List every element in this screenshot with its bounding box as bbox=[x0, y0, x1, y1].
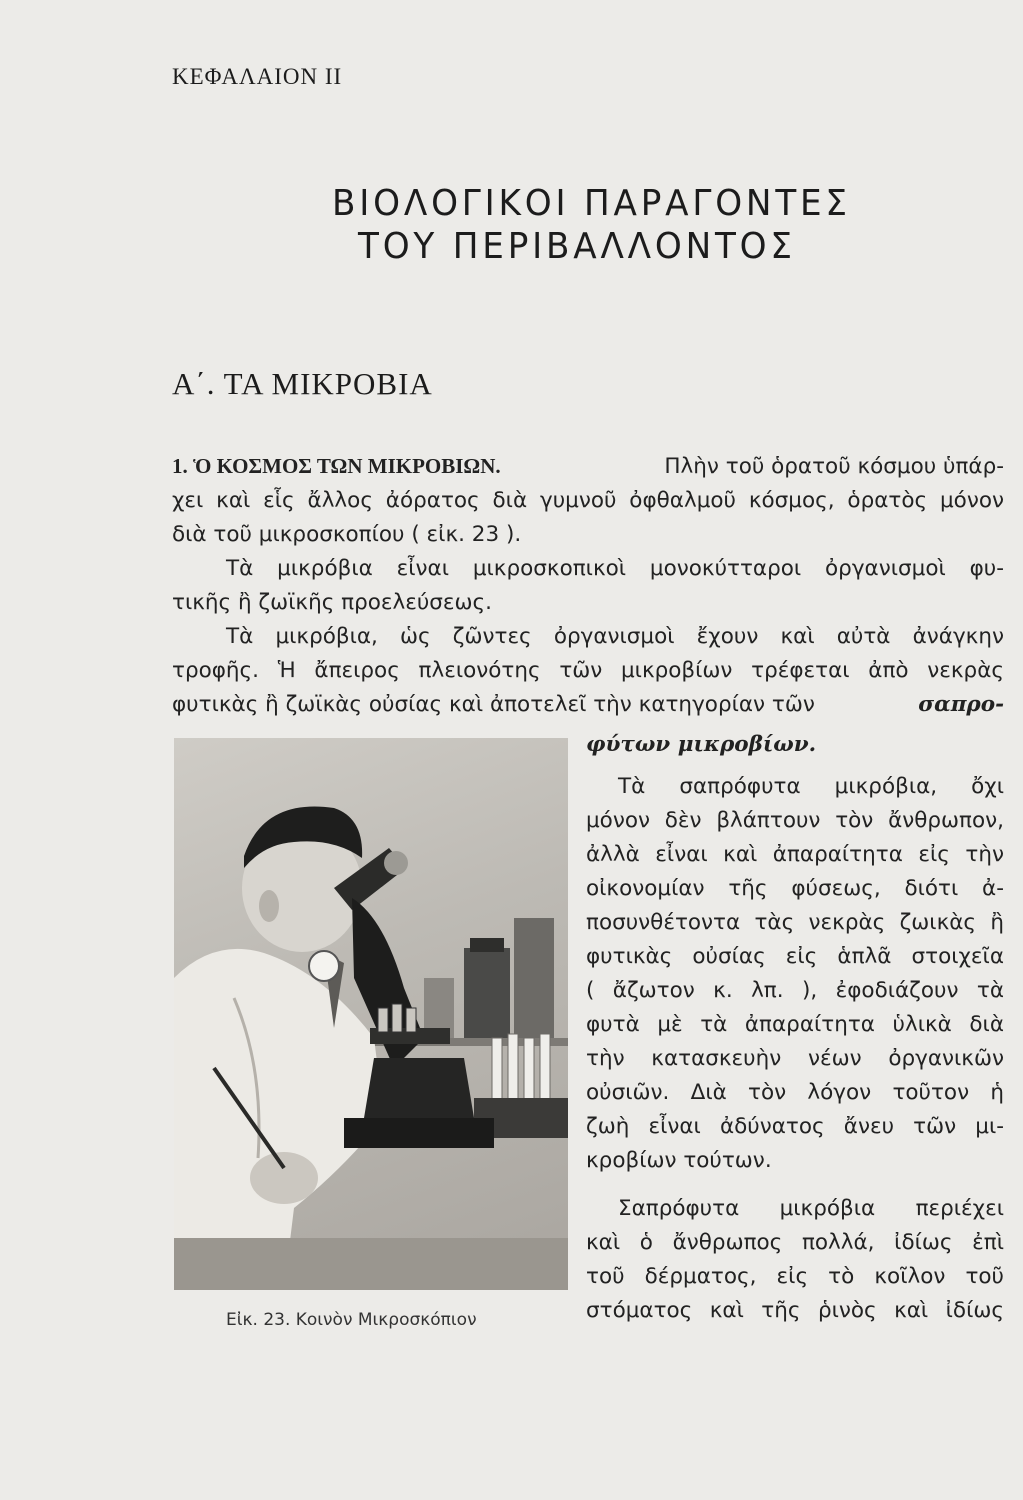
column-line: ( ἄζωτον κ. λπ. ), ἐφοδιάζουν τὰ bbox=[586, 978, 1004, 1003]
chapter-title-line-1: ΒΙΟΛΟΓΙΚΟΙ ΠΑΡΑΓΟΝΤΕΣ bbox=[332, 183, 851, 224]
paragraph-1-line-1 bbox=[172, 454, 1004, 479]
column-line: τὴν κατασκευὴν νέων ὀργανικῶν bbox=[586, 1046, 1004, 1071]
chapter-label: ΚΕΦΑΛΑΙΟΝ ΙΙ bbox=[172, 64, 343, 89]
paragraph-3-line-3-text: φυτικὰς ἢ ζωϊκὰς οὐσίας καὶ ἀποτελεῖ τὴν κατηγορίαν τῶν bbox=[172, 692, 815, 717]
chapter-title-line-2: ΤΟΥ ΠΕΡΙΒΑΛΛΟΝΤΟΣ bbox=[358, 226, 796, 267]
column-line: ἀλλὰ εἶναι καὶ ἀπαραίτητα εἰς τὴν bbox=[586, 842, 1004, 867]
paragraph-1-line-2: χει καὶ εἷς ἄλλος ἀόρατος διὰ γυμνοῦ ὀφθαλμοῦ κόσμος, ὁρατὸς μόνον bbox=[172, 488, 1004, 513]
column-line: καὶ ὁ ἄνθρωπος πολλά, ἰδίως ἐπὶ bbox=[586, 1230, 1004, 1255]
paragraph-1-line-1-text: Πλὴν τοῦ ὁρατοῦ κόσμου ὑπάρ- bbox=[664, 454, 1004, 479]
paragraph-2-line-2: τικῆς ἢ ζωϊκῆς προελεύσεως. bbox=[172, 590, 493, 615]
column-line: Τὰ σαπρόφυτα μικρόβια, ὄχι bbox=[618, 774, 1004, 799]
paragraph-3-line-1: Τὰ μικρόβια, ὡς ζῶντες ὀργανισμοὶ ἔχουν καὶ αὐτὰ ἀνάγκην bbox=[226, 624, 1004, 649]
paragraph-2-line-1: Τὰ μικρόβια εἶναι μικροσκοπικοὶ μονοκύτταροι ὀργανισμοὶ φυ- bbox=[226, 556, 1004, 581]
section-heading: Α΄. ΤΑ ΜΙΚΡΟΒΙΑ bbox=[172, 366, 433, 401]
figure-caption: Εἰκ. 23. Κοινὸν Μικροσκόπιον bbox=[226, 1310, 477, 1330]
paragraph-1-line-3: διὰ τοῦ μικροσκοπίου ( εἰκ. 23 ). bbox=[172, 522, 522, 547]
column-line: οἰκονομίαν τῆς φύσεως, διότι ἀ- bbox=[586, 876, 1004, 901]
paragraph-3-line-3 bbox=[172, 692, 1004, 717]
column-line: ποσυνθέτοντα τὰς νεκρὰς ζωικὰς ἢ bbox=[586, 910, 1004, 935]
column-line: στόματος καὶ τῆς ῥινὸς καὶ ἰδίως bbox=[586, 1298, 1004, 1323]
term-saprophyte-microbes: φύτων μικροβίων. bbox=[586, 732, 817, 757]
column-line: φυτὰ μὲ τὰ ἀπαραίτητα ὑλικὰ διὰ bbox=[586, 1012, 1004, 1037]
paragraph-1-lead: 1. Ὁ ΚΟΣΜΟΣ ΤΩΝ ΜΙΚΡΟΒΙΩΝ. bbox=[172, 454, 501, 478]
column-line: μόνον δὲν βλάπτουν τὸν ἄνθρωπον, bbox=[586, 808, 1004, 833]
column-line: φυτικὰς οὐσίας εἰς ἁπλᾶ στοιχεῖα bbox=[586, 944, 1004, 969]
column-line: ζωὴ εἶναι ἀδύνατος ἄνευ τῶν μι- bbox=[586, 1114, 1004, 1139]
term-saprophyte: σαπρο- bbox=[918, 692, 1004, 717]
paragraph-3-line-2: τροφῆς. Ἡ ἄπειρος πλειονότης τῶν μικροβίων τρέφεται ἀπὸ νεκρὰς bbox=[172, 658, 1004, 683]
column-line: οὐσιῶν. Διὰ τὸν λόγον τοῦτον ἡ bbox=[586, 1080, 1004, 1105]
column-line: κροβίων τούτων. bbox=[586, 1148, 772, 1173]
column-line: Σαπρόφυτα μικρόβια περιέχει bbox=[618, 1196, 1004, 1221]
microscope-photo bbox=[174, 738, 568, 1290]
column-line: τοῦ δέρματος, εἰς τὸ κοῖλον τοῦ bbox=[586, 1264, 1004, 1289]
